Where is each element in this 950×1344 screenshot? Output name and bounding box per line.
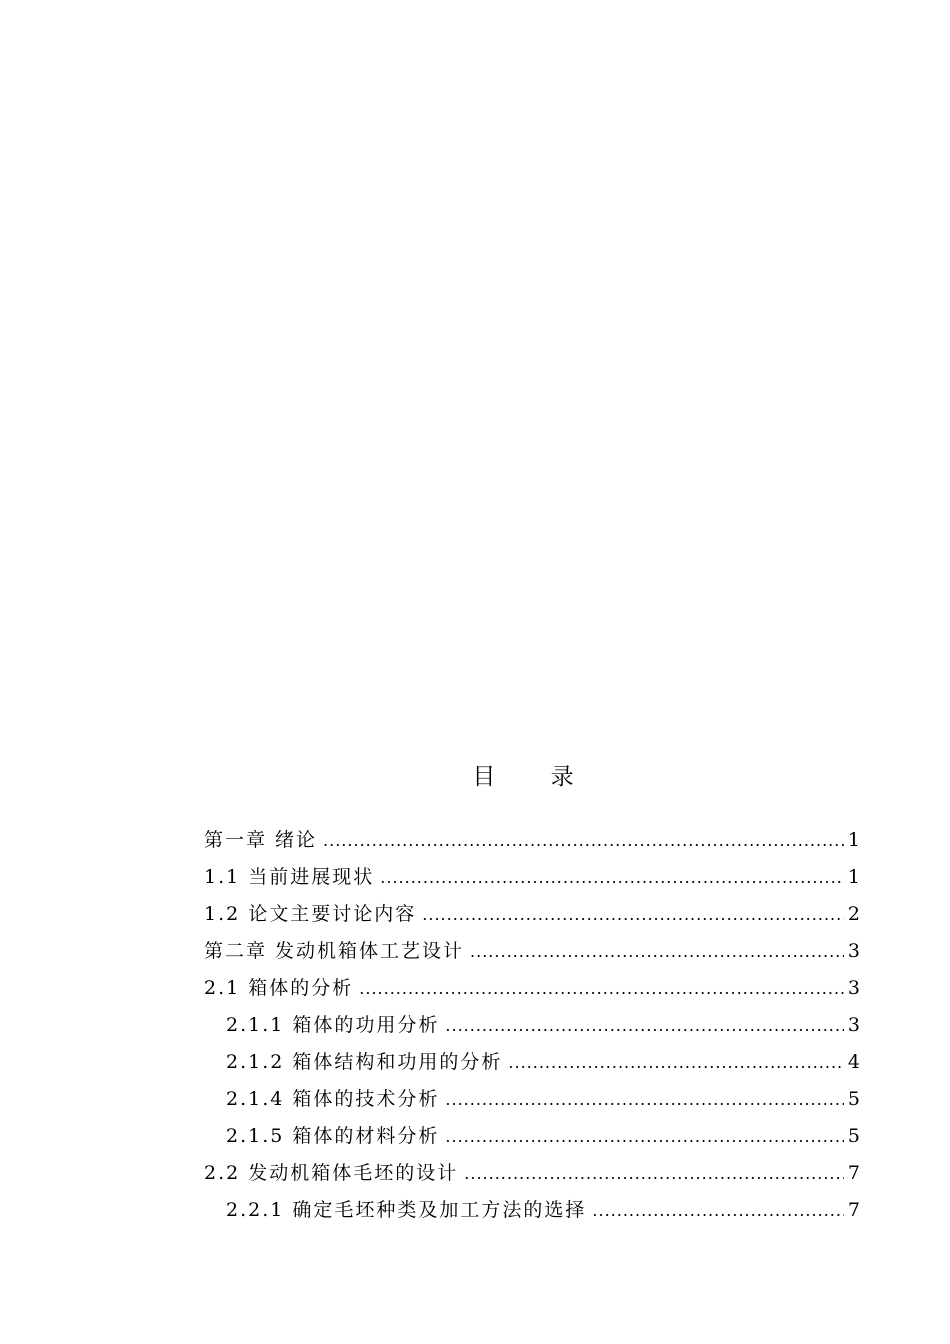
toc-page-number: 4: [847, 1051, 860, 1073]
toc-entry-label: 2.2 发动机箱体毛坯的设计: [204, 1162, 459, 1184]
toc-entry[interactable]: [204, 1081, 860, 1118]
toc-entry-label: 1.2 论文主要讨论内容: [204, 903, 417, 925]
toc-entry[interactable]: [204, 1044, 860, 1081]
toc-page-number: 7: [847, 1162, 860, 1184]
toc-entry[interactable]: [204, 1192, 860, 1229]
toc-entry[interactable]: [204, 1155, 860, 1192]
toc-entry-label: 1.1 当前进展现状: [204, 866, 375, 888]
toc-entry[interactable]: [204, 933, 860, 970]
toc-page-number: 3: [847, 1014, 860, 1036]
toc-entry-label: 第二章 发动机箱体工艺设计: [204, 940, 465, 962]
toc-entry-label: 2.1.2 箱体结构和功用的分析: [226, 1051, 503, 1073]
toc-dot-leader: [464, 1155, 844, 1192]
toc-dot-leader: [445, 1007, 844, 1044]
toc-page-number: 5: [847, 1125, 860, 1147]
toc-entry-list: [204, 822, 860, 1229]
toc-title: 目 录: [472, 764, 598, 790]
toc-page-number: 5: [847, 1088, 860, 1110]
toc-entry[interactable]: [204, 822, 860, 859]
toc-dot-leader: [422, 896, 844, 933]
toc-dot-leader: [508, 1044, 844, 1081]
toc-entry[interactable]: [204, 859, 860, 896]
toc-page-number: 7: [847, 1199, 860, 1221]
toc-entry-label: 第一章 绪论: [204, 829, 318, 851]
toc-page-number: 1: [847, 829, 860, 851]
toc-dot-leader: [445, 1081, 844, 1118]
toc-entry-label: 2.2.1 确定毛坯种类及加工方法的选择: [226, 1199, 587, 1221]
toc-entry[interactable]: [204, 896, 860, 933]
toc-entry-label: 2.1.5 箱体的材料分析: [226, 1125, 440, 1147]
toc-entry-label: 2.1.1 箱体的功用分析: [226, 1014, 440, 1036]
toc-dot-leader: [470, 933, 844, 970]
toc-page-number: 3: [847, 977, 860, 999]
toc-dot-leader: [380, 859, 844, 896]
toc-page-number: 3: [847, 940, 860, 962]
toc-entry[interactable]: [204, 1118, 860, 1155]
toc-entry-label: 2.1.4 箱体的技术分析: [226, 1088, 440, 1110]
toc-entry[interactable]: [204, 970, 860, 1007]
toc-entry-label: 2.1 箱体的分析: [204, 977, 354, 999]
toc-dot-leader: [445, 1118, 844, 1155]
toc-dot-leader: [592, 1192, 844, 1229]
toc-page-number: 2: [847, 903, 860, 925]
toc-entry[interactable]: [204, 1007, 860, 1044]
toc-page-number: 1: [847, 866, 860, 888]
toc-dot-leader: [359, 970, 844, 1007]
toc-dot-leader: [323, 822, 844, 859]
